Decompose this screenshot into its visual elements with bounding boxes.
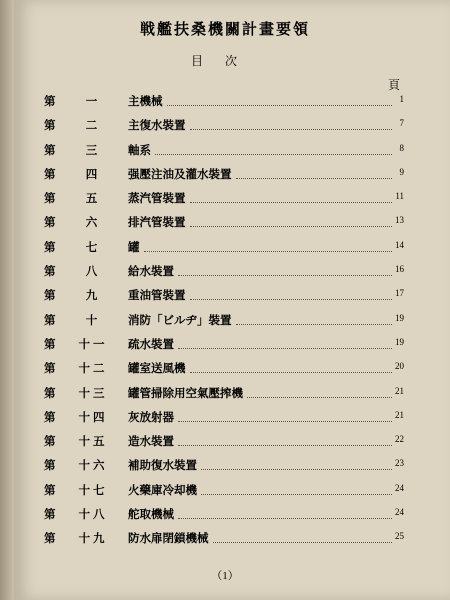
toc-list — [0, 89, 450, 551]
chapter-number: 四 — [85, 168, 101, 181]
entry-page-number: 23 — [395, 458, 404, 469]
toc-row — [0, 259, 450, 283]
toc-row — [0, 283, 450, 307]
toc-row — [0, 453, 450, 477]
toc-row — [0, 526, 450, 550]
dot-leader — [201, 482, 392, 495]
entry-title: 疏水裝置 — [128, 338, 174, 351]
entry-page-number: 24 — [395, 482, 404, 493]
toc-row — [0, 186, 450, 210]
dot-leader — [247, 385, 392, 398]
entry-page-number: 11 — [395, 191, 404, 202]
toc-row — [0, 332, 450, 356]
chapter-number: 十八 — [78, 509, 108, 522]
chapter-prefix: 第 — [44, 411, 56, 424]
dot-leader — [178, 433, 392, 446]
entry-title: 罐 — [128, 241, 140, 254]
entry-page-number: 7 — [399, 118, 404, 129]
entry-page-number: 19 — [395, 312, 404, 323]
entry-page-number: 14 — [395, 239, 404, 250]
dot-leader — [190, 287, 392, 300]
toc-row — [0, 356, 450, 380]
chapter-number: 三 — [85, 144, 101, 157]
entry-title: 給水裝置 — [128, 266, 174, 279]
chapter-prefix: 第 — [44, 120, 56, 133]
entry-page-number: 21 — [395, 409, 404, 420]
toc-row — [0, 381, 450, 405]
toc-row — [0, 235, 450, 259]
page-folio: （1） — [211, 570, 239, 582]
toc-row — [0, 405, 450, 429]
chapter-prefix: 第 — [44, 387, 56, 400]
chapter-prefix: 第 — [44, 266, 56, 279]
dot-leader — [201, 457, 392, 470]
chapter-prefix: 第 — [44, 363, 56, 376]
chapter-prefix: 第 — [44, 193, 56, 206]
entry-page-number: 20 — [395, 361, 404, 372]
toc-row — [0, 429, 450, 453]
entry-title: 主機械 — [128, 96, 163, 108]
toc-row — [0, 89, 450, 113]
chapter-number: 六 — [85, 217, 101, 230]
dot-leader — [190, 360, 392, 373]
chapter-prefix: 第 — [44, 436, 56, 449]
toc-row — [0, 478, 450, 502]
entry-title: 排汽管裝置 — [128, 217, 186, 230]
dot-leader — [155, 142, 392, 155]
dot-leader — [236, 166, 392, 179]
entry-page-number: 16 — [395, 264, 404, 275]
dot-leader — [236, 312, 392, 325]
dot-leader — [144, 239, 392, 252]
chapter-number: 十九 — [78, 533, 108, 546]
chapter-prefix: 第 — [44, 96, 56, 108]
entry-title: 防水扉閉鎖機械 — [128, 533, 209, 546]
entry-title: 軸系 — [128, 144, 151, 157]
chapter-prefix: 第 — [44, 168, 56, 181]
chapter-number: 十 — [85, 314, 101, 327]
entry-title: 罐管掃除用空氣壓搾機 — [128, 387, 243, 400]
chapter-number: 七 — [85, 241, 101, 254]
entry-page-number: 8 — [399, 142, 404, 153]
toc-heading: 目次 — [190, 54, 259, 68]
chapter-prefix: 第 — [44, 509, 56, 522]
chapter-number: 十七 — [78, 484, 108, 497]
chapter-number: 十三 — [78, 387, 108, 400]
dot-leader — [178, 336, 392, 349]
chapter-prefix: 第 — [44, 338, 56, 351]
chapter-prefix: 第 — [44, 314, 56, 327]
dot-leader — [178, 506, 392, 519]
dot-leader — [167, 93, 392, 106]
page-column-label: 頁 — [388, 78, 401, 92]
chapter-prefix: 第 — [44, 290, 56, 303]
entry-page-number: 24 — [395, 507, 404, 518]
chapter-prefix: 第 — [44, 217, 56, 230]
chapter-number: 十二 — [78, 363, 108, 376]
dot-leader — [213, 530, 392, 543]
dot-leader — [178, 263, 392, 276]
chapter-prefix: 第 — [44, 484, 56, 497]
entry-title: 灰放射器 — [128, 411, 174, 424]
toc-row — [0, 162, 450, 186]
chapter-number: 八 — [85, 266, 101, 279]
dot-leader — [178, 409, 392, 422]
toc-row — [0, 113, 450, 137]
chapter-prefix: 第 — [44, 144, 56, 157]
chapter-prefix: 第 — [44, 241, 56, 254]
entry-title: 蒸汽管裝置 — [128, 193, 186, 206]
entry-page-number: 1 — [399, 94, 404, 104]
toc-row — [0, 502, 450, 526]
entry-title: 主復水裝置 — [128, 120, 186, 133]
chapter-number: 十五 — [78, 436, 108, 449]
document-title: 戦艦扶桑機關計畫要領 — [139, 22, 310, 38]
chapter-number: 十一 — [78, 338, 108, 351]
chapter-prefix: 第 — [44, 460, 56, 473]
chapter-number: 一 — [85, 96, 101, 108]
entry-title: 罐室送風機 — [128, 363, 186, 376]
chapter-number: 十六 — [78, 460, 108, 473]
chapter-number: 十四 — [78, 411, 108, 424]
entry-title: 補助復水裝置 — [128, 460, 197, 473]
toc-row — [0, 308, 450, 332]
entry-page-number: 17 — [395, 288, 404, 299]
chapter-number: 五 — [85, 193, 101, 206]
entry-page-number: 9 — [399, 166, 404, 177]
dot-leader — [190, 214, 392, 227]
entry-page-number: 19 — [395, 336, 404, 347]
toc-row — [0, 210, 450, 234]
dot-leader — [190, 190, 392, 203]
entry-title: 重油管裝置 — [128, 290, 186, 303]
entry-title: 舵取機械 — [128, 509, 174, 522]
entry-page-number: 21 — [395, 385, 404, 396]
entry-title: 强壓注油及灌水裝置 — [128, 168, 232, 181]
entry-page-number: 13 — [395, 215, 404, 226]
entry-page-number: 25 — [395, 531, 404, 542]
entry-page-number: 22 — [395, 434, 404, 445]
entry-title: 消防「ビルヂ」裝置 — [128, 314, 232, 327]
chapter-number: 二 — [85, 120, 101, 133]
dot-leader — [190, 117, 392, 130]
entry-title: 造水裝置 — [128, 436, 174, 449]
chapter-number: 九 — [85, 290, 101, 303]
entry-title: 火藥庫冷却機 — [128, 484, 197, 497]
toc-row — [0, 138, 450, 162]
chapter-prefix: 第 — [44, 533, 56, 546]
